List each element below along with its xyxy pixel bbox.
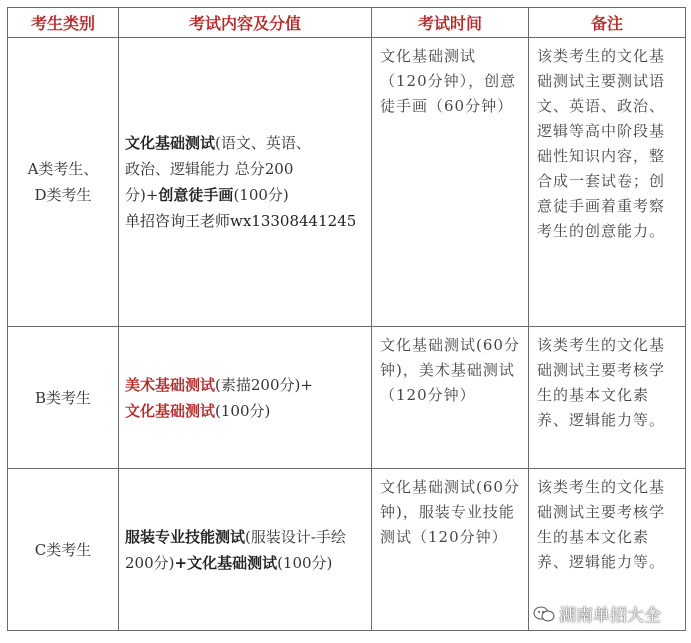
plus-sign: + — [174, 553, 188, 572]
subject-name: 服装专业技能测试 — [125, 527, 246, 546]
wechat-channel-icon — [533, 605, 555, 623]
header-note: 备注 — [529, 8, 686, 38]
category-label: A类考生、 — [27, 160, 99, 178]
content-line — [125, 372, 365, 398]
content-text: (素描200分)+ — [215, 375, 313, 394]
content-text: (100分) — [233, 186, 289, 204]
content-text: (100分) — [215, 401, 271, 420]
watermark-text: 湖南单招大全 — [559, 606, 661, 626]
content-text: (服装设计-手绘200分) — [125, 527, 346, 572]
time-cell: 文化基础测试（120分钟），创意徒手画（60分钟） — [372, 38, 529, 327]
content-cell — [119, 38, 372, 327]
subject-name: 文化基础测试 — [187, 553, 278, 572]
subject-name: 创意徒手画 — [158, 186, 234, 204]
category-cell — [8, 327, 119, 469]
content-line — [125, 130, 365, 156]
exam-table — [7, 7, 686, 631]
content-line: 政治、逻辑能力 总分200 — [125, 160, 294, 178]
content-text: (100分) — [277, 553, 333, 572]
header-content: 考试内容及分值 — [119, 8, 372, 38]
content-line — [125, 182, 365, 208]
category-label: D类考生 — [34, 186, 92, 204]
category-label: B类考生 — [34, 388, 92, 407]
contact-line: 单招咨询王老师wx13308441245 — [125, 212, 357, 230]
table-row — [8, 38, 686, 327]
header-category: 考生类别 — [8, 8, 119, 38]
watermark — [533, 601, 661, 626]
subject-name: 文化基础测试 — [125, 401, 216, 420]
table-row — [8, 327, 686, 469]
header-time: 考试时间 — [372, 8, 529, 38]
content-text: 分)+ — [125, 186, 159, 204]
note-cell: 该类考生的文化基础测试主要考核学生的基本文化素养、逻辑能力等。 — [529, 469, 686, 631]
category-label: C类考生 — [34, 540, 92, 559]
content-text: (语文、英语、 — [215, 134, 311, 152]
time-cell: 文化基础测试(60分钟)，美术基础测试（120分钟） — [372, 327, 529, 469]
note-cell: 该类考生的文化基础测试主要测试语文、英语、政治、逻辑等高中阶段基础性知识内容，整合成一套试卷；创意徒手画着重考察考生的创意能力。 — [529, 38, 686, 327]
header-row — [8, 8, 686, 38]
content-line — [125, 398, 365, 424]
content-cell — [119, 327, 372, 469]
time-cell: 文化基础测试(60分钟)，服装专业技能测试（120分钟） — [372, 469, 529, 631]
content-paragraph — [125, 524, 365, 576]
category-cell — [8, 469, 119, 631]
content-cell — [119, 469, 372, 631]
note-cell: 该类考生的文化基础测试主要考核学生的基本文化素养、逻辑能力等。 — [529, 327, 686, 469]
category-cell — [8, 38, 119, 327]
subject-name: 美术基础测试 — [125, 375, 216, 394]
subject-name: 文化基础测试 — [125, 134, 216, 152]
